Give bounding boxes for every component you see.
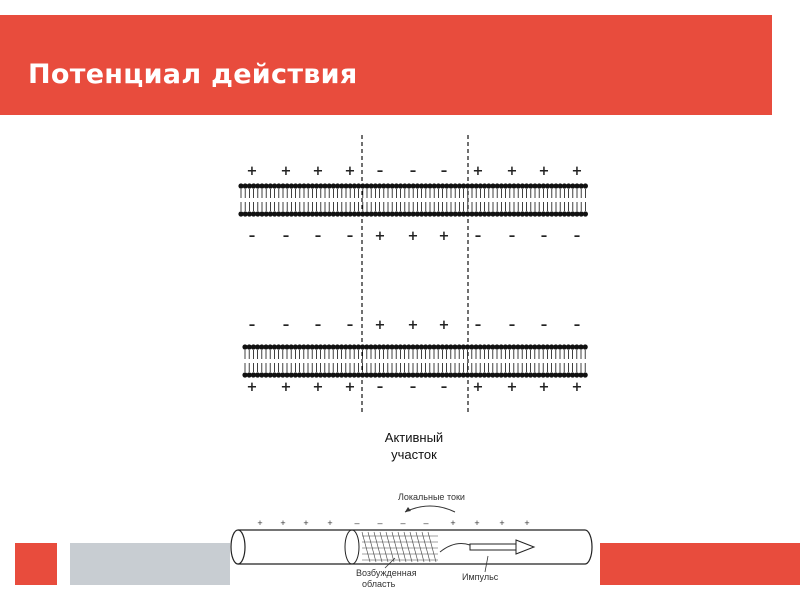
top-membrane-outer-sign: + <box>472 164 484 179</box>
bottom-membrane-lipid-head <box>583 344 588 349</box>
top-membrane-outer-sign: – <box>409 164 417 179</box>
top-membrane-inner-sign: – <box>540 229 548 244</box>
bottom-membrane-inner-sign: – <box>314 318 322 333</box>
bottom-membrane-inner-sign: + <box>438 318 450 333</box>
top-membrane-inner-sign: + <box>407 229 419 244</box>
bottom-membrane-inner-sign: – <box>474 318 482 333</box>
top-membrane-outer-sign: + <box>312 164 324 179</box>
top-membrane-outer-sign: + <box>344 164 356 179</box>
top-membrane-inner-sign: – <box>282 229 290 244</box>
axon-outer-sign: + <box>327 518 333 528</box>
excited-region-label-line2: область <box>362 579 396 589</box>
top-membrane-inner-sign: – <box>346 229 354 244</box>
axon-outer-sign: + <box>499 518 505 528</box>
top-membrane-outer-sign: + <box>571 164 583 179</box>
axon-outer-sign: – <box>354 518 360 528</box>
excited-region-label-line1: Возбужденная <box>356 568 417 578</box>
bottom-membrane-outer-sign: + <box>280 380 292 395</box>
impulse-label: Импульс <box>462 572 499 582</box>
bottom-membrane-outer-sign: + <box>472 380 484 395</box>
bottom-membrane-outer-sign: + <box>312 380 324 395</box>
bottom-membrane-inner-sign: – <box>248 318 256 333</box>
top-membrane-inner-sign: + <box>438 229 450 244</box>
axon-outer-sign: + <box>257 518 263 528</box>
top-membrane-outer-sign: – <box>440 164 448 179</box>
bottom-membrane-inner-sign: – <box>540 318 548 333</box>
axon-outer-sign: + <box>303 518 309 528</box>
bottom-membrane-outer-sign: + <box>506 380 518 395</box>
bottom-membrane-outer-sign: + <box>246 380 258 395</box>
top-membrane <box>238 183 588 216</box>
slide-title: Потенциал действия <box>28 59 358 90</box>
top-membrane-inner-sign: – <box>573 229 581 244</box>
axon-outer-sign: + <box>280 518 286 528</box>
axon-outer-sign: – <box>377 518 383 528</box>
bottom-membrane-outer-sign: + <box>571 380 583 395</box>
axon-outer-sign: – <box>423 518 429 528</box>
axon-outer-sign: + <box>450 518 456 528</box>
axon-end-left <box>231 530 245 564</box>
top-membrane-outer-sign: + <box>506 164 518 179</box>
top-membrane-inner-sign: – <box>248 229 256 244</box>
top-membrane-outer-sign: – <box>376 164 384 179</box>
axon-outer-sign: + <box>474 518 480 528</box>
bottom-membrane-outer-sign: + <box>344 380 356 395</box>
local-currents-label: Локальные токи <box>398 492 465 502</box>
bottom-membrane-outer-sign: – <box>376 380 384 395</box>
axon-tube <box>238 530 592 564</box>
active-region-label-line2: участок <box>391 447 437 462</box>
top-membrane-outer-sign: + <box>246 164 258 179</box>
top-membrane-inner-sign: – <box>474 229 482 244</box>
top-membrane-inner-sign: – <box>508 229 516 244</box>
top-membrane-outer-sign: + <box>280 164 292 179</box>
signs-layer <box>247 164 583 395</box>
bottom-membrane-outer-sign: – <box>440 380 448 395</box>
bottom-membrane-inner-sign: – <box>508 318 516 333</box>
bottom-membrane-inner-sign: + <box>374 318 386 333</box>
bottom-membrane-outer-sign: – <box>409 380 417 395</box>
axon-outer-sign: + <box>524 518 530 528</box>
top-membrane-inner-sign: + <box>374 229 386 244</box>
bottom-membrane <box>242 344 587 377</box>
top-membrane-inner-sign: – <box>314 229 322 244</box>
bottom-membrane-inner-sign: + <box>407 318 419 333</box>
local-current-arrow-upper <box>405 506 455 512</box>
top-membrane-lipid-head <box>583 211 588 216</box>
top-membrane-outer-sign: + <box>538 164 550 179</box>
top-membrane-lipid-head <box>583 183 588 188</box>
bottom-membrane-lipid-head <box>583 372 588 377</box>
bottom-membrane-inner-sign: – <box>573 318 581 333</box>
bottom-membrane-outer-sign: + <box>538 380 550 395</box>
axon-outer-sign: – <box>400 518 406 528</box>
impulse-arrow-body <box>470 544 516 550</box>
axon-illustration <box>231 492 592 589</box>
bottom-membrane-inner-sign: – <box>282 318 290 333</box>
bottom-membrane-inner-sign: – <box>346 318 354 333</box>
active-region-label-line1: Активный <box>384 430 444 445</box>
